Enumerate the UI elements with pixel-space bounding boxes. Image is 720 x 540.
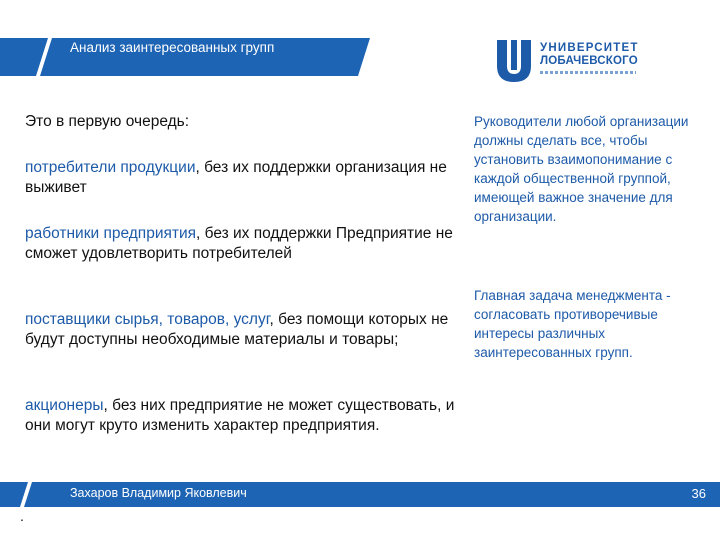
intro-text: Это в первую очередь: <box>25 113 190 130</box>
stakeholder-description: , без помощи которых не будут доступны необходимые материалы и товары; <box>25 311 449 348</box>
stakeholder-name: работники предприятия <box>25 225 197 242</box>
slide-title: Анализ заинтересованных групп <box>70 40 275 55</box>
logo-decorative-line <box>540 71 636 74</box>
logo-line-1: УНИВЕРСИТЕТ <box>540 42 639 54</box>
right-column <box>474 112 694 360</box>
footer-author: Захаров Владимир Яковлевич <box>70 486 247 500</box>
stakeholder-description: , без них предприятие не может существовать, и они могут круто изменить характер предприятия. <box>25 397 455 434</box>
stakeholder-description: , без их поддержки организация не выживет <box>25 159 447 196</box>
stakeholder-name: потребители продукции <box>25 159 196 176</box>
footer-dot: . <box>20 508 24 524</box>
stakeholder-name: поставщики сырья, товаров, услуг <box>25 311 270 328</box>
stakeholder-item <box>25 224 455 264</box>
page-number: 36 <box>691 486 706 501</box>
stakeholder-item <box>25 396 455 436</box>
university-logo-text <box>540 42 639 74</box>
stakeholder-description: , без их поддержки Предприятие не сможет удовлетворить потребителей <box>25 225 453 262</box>
logo-line-2: ЛОБАЧЕВСКОГО <box>540 55 638 67</box>
stakeholder-item <box>25 158 455 198</box>
right-paragraph-2: Главная задача менеджмента - согласовать противоречивые интересы различных заинтересованных групп. <box>474 288 671 360</box>
stakeholder-item <box>25 310 455 350</box>
stakeholder-name: акционеры <box>25 397 104 414</box>
right-paragraph-1: Руководители любой организации должны сделать все, чтобы установить взаимопонимание с каждой общественной группой, имеющей важное значение для организации. <box>474 114 689 224</box>
